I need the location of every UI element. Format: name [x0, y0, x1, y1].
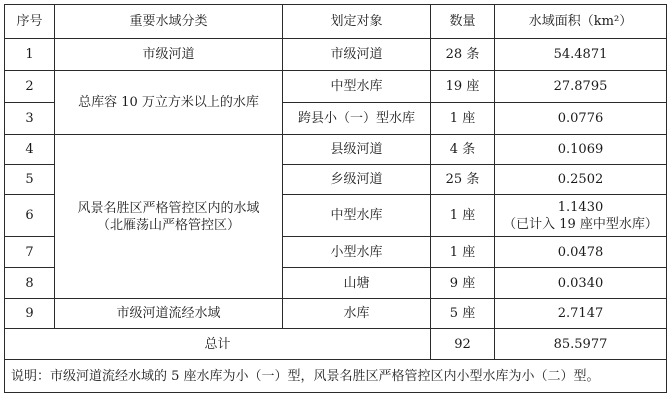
row-count: 28 条 [431, 39, 495, 71]
header-category: 重要水域分类 [55, 5, 283, 39]
header-target: 划定对象 [283, 5, 431, 39]
row-target: 中型水库 [283, 71, 431, 103]
row-target: 山塘 [283, 268, 431, 299]
row-area: 0.0478 [495, 237, 667, 268]
header-count: 数量 [431, 5, 495, 39]
row-count: 19 座 [431, 71, 495, 103]
water-area-table [4, 4, 667, 393]
total-label: 总计 [5, 329, 431, 360]
row-area: 0.2502 [495, 165, 667, 195]
row-count: 1 座 [431, 103, 495, 135]
row-target: 跨县小（一）型水库 [283, 103, 431, 135]
row-category: 市级河道流经水域 [55, 299, 283, 329]
row-area: 54.4871 [495, 39, 667, 71]
row-count: 9 座 [431, 268, 495, 299]
row-area: 27.8795 [495, 71, 667, 103]
row-category: 总库容 10 万立方米以上的水库 [55, 71, 283, 135]
category-line: 风景名胜区严格管控区内的水域 [77, 200, 260, 216]
row-target: 县级河道 [283, 135, 431, 165]
row-seq: 3 [5, 103, 55, 135]
area-note: （已计入 19 座中型水库） [503, 216, 658, 232]
header-row [5, 5, 667, 39]
row-target: 市级河道 [283, 39, 431, 71]
row-count: 4 条 [431, 135, 495, 165]
table-row [5, 71, 667, 103]
row-count: 1 座 [431, 195, 495, 237]
total-count: 92 [431, 329, 495, 360]
row-target: 中型水库 [283, 195, 431, 237]
note-row [5, 360, 667, 393]
category-line: （北雁荡山严格管控区） [96, 217, 240, 233]
row-seq: 7 [5, 237, 55, 268]
header-area: 水域面积（km²） [495, 5, 667, 39]
table-row [5, 39, 667, 71]
table-note: 说明：市级河道流经水域的 5 座水库为小（一）型，风景名胜区严格管控区内小型水库为小（二）型。 [5, 360, 667, 393]
table-row [5, 299, 667, 329]
row-area [495, 195, 667, 237]
row-target: 水库 [283, 299, 431, 329]
table-row [5, 135, 667, 165]
row-count: 25 条 [431, 165, 495, 195]
row-area: 0.0776 [495, 103, 667, 135]
row-area: 0.0340 [495, 268, 667, 299]
row-count: 5 座 [431, 299, 495, 329]
total-area: 85.5977 [495, 329, 667, 360]
header-seq: 序号 [5, 5, 55, 39]
row-target: 小型水库 [283, 237, 431, 268]
row-category: 市级河道 [55, 39, 283, 71]
row-seq: 6 [5, 195, 55, 237]
row-seq: 9 [5, 299, 55, 329]
row-seq: 2 [5, 71, 55, 103]
row-seq: 8 [5, 268, 55, 299]
row-category [55, 135, 283, 299]
row-area: 2.7147 [495, 299, 667, 329]
area-line: 1.1430 [557, 199, 604, 215]
row-seq: 4 [5, 135, 55, 165]
row-seq: 1 [5, 39, 55, 71]
row-count: 1 座 [431, 237, 495, 268]
row-seq: 5 [5, 165, 55, 195]
row-target: 乡级河道 [283, 165, 431, 195]
row-area: 0.1069 [495, 135, 667, 165]
total-row [5, 329, 667, 360]
